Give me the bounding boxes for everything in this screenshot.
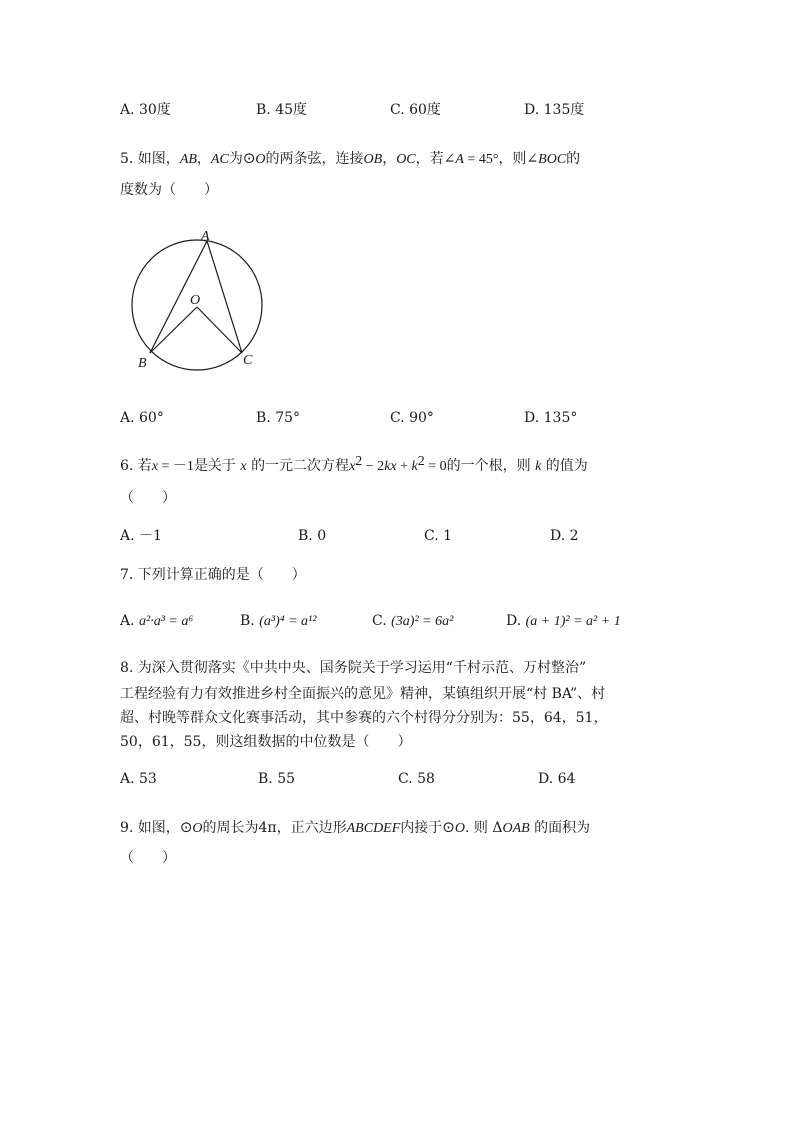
label-b: B (138, 356, 147, 371)
q4-option-b[interactable]: B. 45度 (256, 102, 308, 118)
q7-option-d[interactable]: D. (a + 1)² = a² + 1 (506, 613, 621, 629)
q6-option-d[interactable]: D. 2 (550, 528, 579, 544)
q5-stem-line2: 度数为（ ） (120, 182, 218, 198)
q5-option-a[interactable]: A. 60° (120, 410, 164, 426)
q6-stem-line1: 6. 若x = －1是关于 x 的一元二次方程$x^2 - 2kx + k^2 = 0$的一个根，则 k 的值为 (120, 454, 588, 474)
q8-option-b[interactable]: B. 55 (258, 771, 296, 787)
q8-option-c[interactable]: C. 58 (398, 771, 435, 787)
q7-stem: 7. 下列计算正确的是（ ） (120, 567, 306, 583)
q9-stem-line1: 9. 如图，⊙O的周长为4π，正六边形ABCDEF内接于⊙O. 则 ΔOAB 的面积为 (120, 818, 591, 836)
q4-option-a[interactable]: A. 30度 (120, 102, 171, 118)
q8-stem-line2: 工程经验有力有效推进乡村全面振兴的意见》精神，某镇组织开展“村 BA”、村 (120, 686, 606, 702)
q4-option-d[interactable]: D. 135度 (524, 102, 585, 118)
q9-stem-line2: （ ） (120, 850, 176, 866)
q5-option-b[interactable]: B. 75° (256, 410, 301, 426)
q8-option-d[interactable]: D. 64 (538, 771, 576, 787)
chord-ac (207, 241, 242, 353)
q6-option-c[interactable]: C. 1 (424, 528, 453, 544)
q6-option-b[interactable]: B. 0 (298, 528, 327, 544)
q6-stem-line2: （ ） (120, 490, 176, 506)
circle-dot-symbol: ⊙ (242, 149, 256, 167)
q8-stem-line3: 超、村晚等群众文化赛事活动，其中参赛的六个村得分分别为：55，64，51， (120, 710, 608, 726)
label-c: C (243, 353, 253, 368)
q7-option-c[interactable]: C. (3a)² = 6a² (372, 613, 454, 629)
q7-option-a[interactable]: A. a²·a³ = a⁶ (120, 613, 194, 629)
q4-option-c[interactable]: C. 60度 (390, 102, 441, 118)
segment-ob (150, 307, 197, 353)
q7-option-b[interactable]: B. (a³)⁴ = a¹² (240, 613, 317, 629)
q5-option-d[interactable]: D. 135° (524, 410, 578, 426)
label-o: O (190, 293, 201, 308)
q8-stem-line4: 50，61，55，则这组数据的中位数是（ ） (120, 734, 412, 750)
circle-dot-symbol: ⊙ (179, 818, 193, 836)
q5-stem-line1: 5. 如图，AB，AC为⊙O的两条弦，连接OB，OC，若∠A = 45°，则∠BOC的 (120, 149, 581, 167)
q5-option-c[interactable]: C. 90° (390, 410, 434, 426)
q6-option-a[interactable]: A. －1 (120, 528, 162, 544)
q5-circle-figure (120, 225, 280, 375)
q8-option-a[interactable]: A. 53 (120, 771, 157, 787)
label-a: A (201, 229, 210, 244)
q8-stem-line1: 8. 为深入贯彻落实《中共中央、国务院关于学习运用“千村示范、万村整治” (120, 660, 587, 676)
circle-dot-symbol: ⊙ (442, 818, 455, 836)
